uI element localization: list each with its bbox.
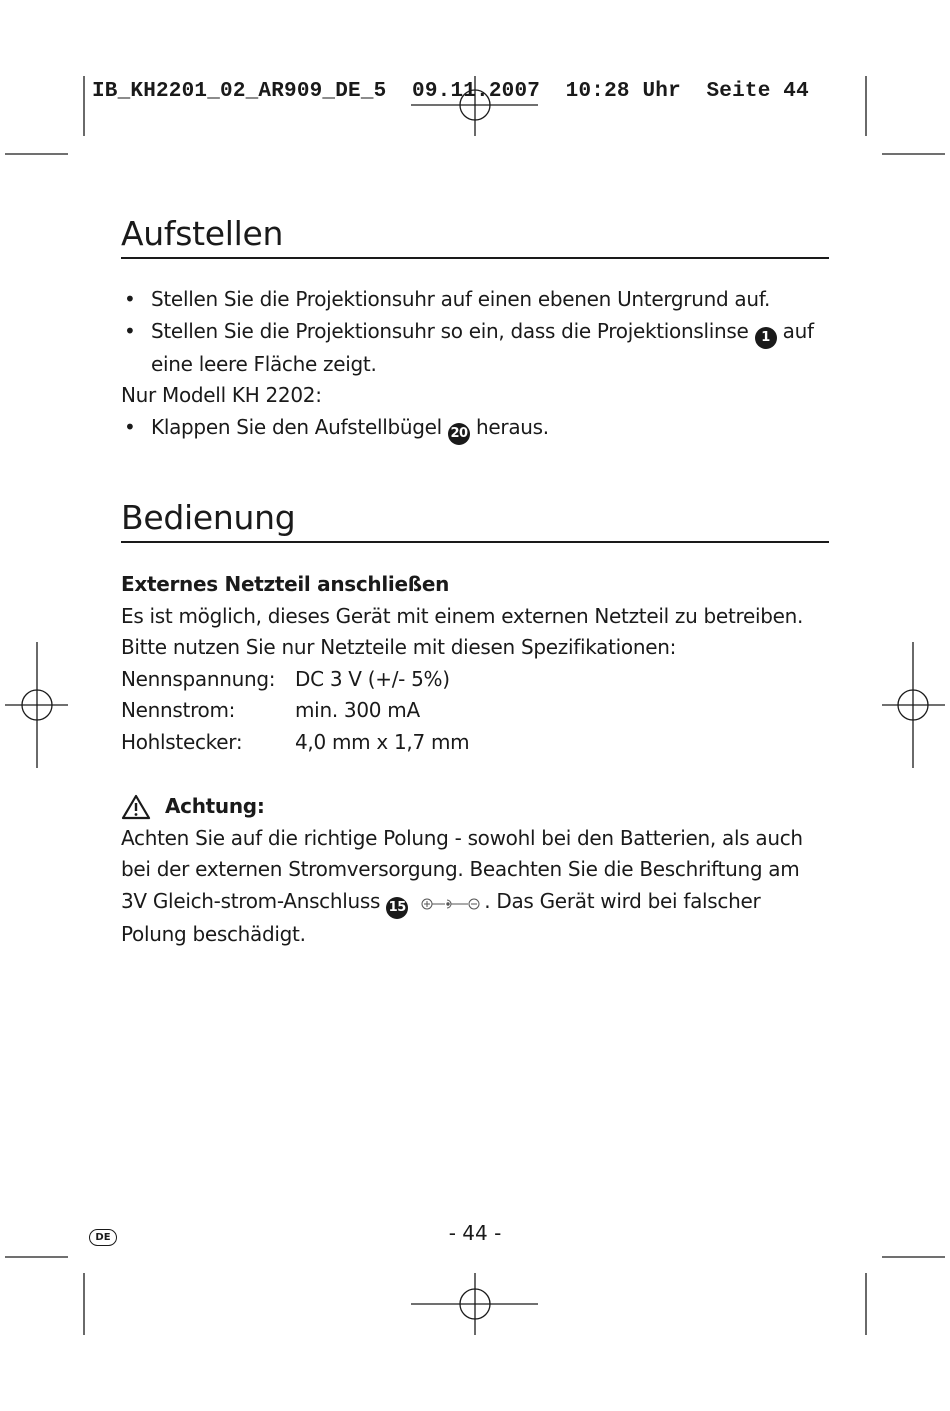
section-body xyxy=(121,569,829,950)
polarity-symbol-icon xyxy=(420,897,482,911)
table-row xyxy=(121,664,469,696)
spec-key: Nennspannung: xyxy=(121,666,276,691)
section-title-bedienung: Bedienung xyxy=(121,498,829,543)
warning-heading xyxy=(121,791,829,823)
list-item xyxy=(121,284,829,316)
list-item xyxy=(121,412,829,445)
bullet-text: Stellen Sie die Projektionsuhr auf einen ebenen Untergrund auf. xyxy=(151,287,771,311)
warning-title: Achtung: xyxy=(165,794,265,818)
bullet-text: auf eine leere Fläche zeigt. xyxy=(151,318,814,376)
bullet-text: Klappen Sie den Aufstellbügel xyxy=(151,414,442,439)
warning-text: . Das Gerät wird bei falscher Polung beschädigt. xyxy=(121,888,761,946)
section-bedienung xyxy=(121,498,829,950)
section-title-aufstellen: Aufstellen xyxy=(121,214,829,259)
bullet-list xyxy=(121,284,829,380)
reference-number-badge: 20 xyxy=(448,423,470,445)
bullet-list xyxy=(121,412,829,445)
section-body xyxy=(121,284,829,445)
spec-value: min. 300 mA xyxy=(295,698,420,722)
section-aufstellen xyxy=(121,214,829,445)
warning-triangle-icon xyxy=(121,794,151,820)
bullet-text: heraus. xyxy=(476,414,549,439)
reference-number-badge: 1 xyxy=(755,327,777,349)
spec-key: Nennstrom: xyxy=(121,698,236,722)
spec-value: 4,0 mm x 1,7 mm xyxy=(295,729,470,754)
spec-value: DC 3 V (+/- 5%) xyxy=(295,666,450,691)
table-row xyxy=(121,727,469,759)
spec-table xyxy=(121,664,469,759)
bullet-text: Stellen Sie die Projektionsuhr so ein, dass die Projektionslinse xyxy=(151,318,749,343)
table-row xyxy=(121,695,469,727)
page-number: - 44 - xyxy=(448,1221,502,1245)
warning-text: Achten Sie auf die richtige Polung - sowohl bei den Batterien, als auch bei der externen Stromversorgung. Beachten Sie die Beschriftung am 3V Gleich-strom-Anschluss xyxy=(121,825,803,913)
spec-key: Hohlstecker: xyxy=(121,729,243,754)
country-badge: DE xyxy=(89,1229,117,1246)
print-slug-line: IB_KH2201_02_AR909_DE_5 09.11.2007 10:28 Uhr Seite 44 xyxy=(92,80,809,103)
subheading: Externes Netzteil anschließen xyxy=(121,572,450,596)
model-note: Nur Modell KH 2202: xyxy=(121,383,322,407)
reference-number-badge: 15 xyxy=(386,897,408,919)
intro-paragraph: Es ist möglich, dieses Gerät mit einem externen Netzteil zu betreiben. Bitte nutzen Sie nur Netzteile mit diesen Spezifikationen: xyxy=(121,603,804,659)
warning-paragraph xyxy=(121,823,829,951)
list-item xyxy=(121,316,829,381)
